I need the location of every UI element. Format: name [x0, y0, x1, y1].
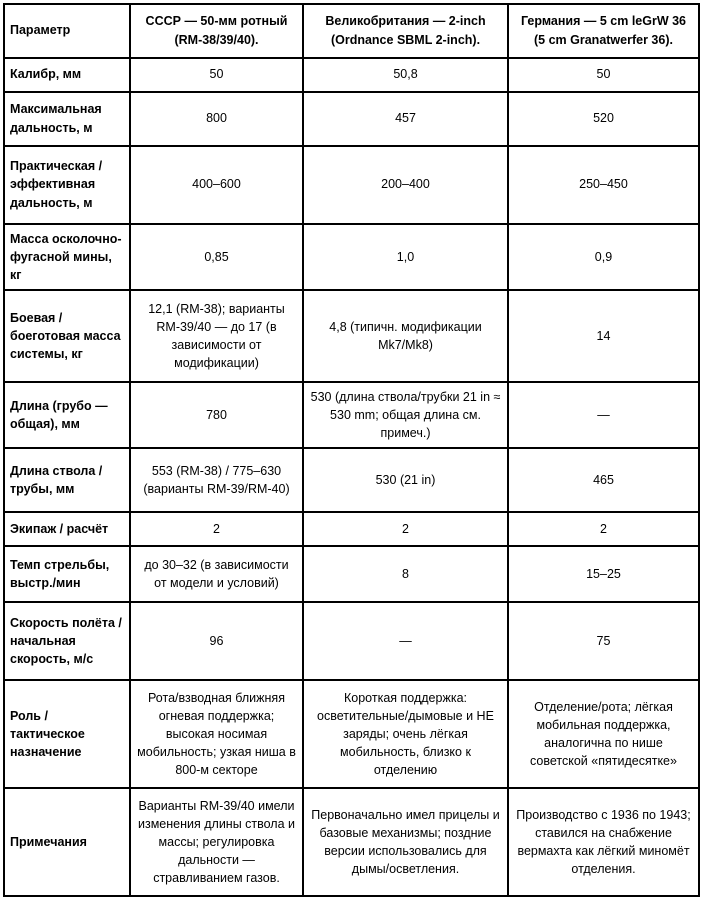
cell-barrel-length-ger: 465 — [508, 448, 699, 512]
table-row — [4, 512, 699, 546]
cell-notes-ger: Производство с 1936 по 1943; ставился на снабжение вермахта как лёгкий миномёт отделения. — [508, 788, 699, 896]
table-row — [4, 382, 699, 448]
cell-barrel-length-ussr: 553 (RM-38) / 775–630 (варианты RM-39/RM-40) — [130, 448, 303, 512]
column-header-param-line-1: Параметр — [10, 23, 71, 38]
row-header-role: Роль / тактическое назначение — [4, 680, 130, 788]
table-header-row — [4, 4, 699, 58]
table-row — [4, 290, 699, 382]
table-row — [4, 680, 699, 788]
column-header-uk — [303, 4, 508, 58]
column-header-ger-line-1: Германия — 5 cm leGrW 36 — [520, 14, 687, 28]
cell-system-mass-ger: 14 — [508, 290, 699, 382]
cell-overall-length-uk: 530 (длина ствола/трубки 21 in ≈ 530 mm; общая длина см. примеч.) — [303, 382, 508, 448]
row-header-system-mass: Боевая / боеготовая масса системы, кг — [4, 290, 130, 382]
row-header-notes: Примечания — [4, 788, 130, 896]
table-row — [4, 58, 699, 92]
cell-kalibr-uk: 50,8 — [303, 58, 508, 92]
cell-shell-mass-ussr: 0,85 — [130, 224, 303, 290]
cell-rate-of-fire-ussr: до 30–32 (в зависимости от модели и условий) — [130, 546, 303, 602]
cell-shell-mass-ger: 0,9 — [508, 224, 699, 290]
row-header-crew: Экипаж / расчёт — [4, 512, 130, 546]
row-header-max-range: Максимальная дальность, м — [4, 92, 130, 146]
cell-muzzle-velocity-ger: 75 — [508, 602, 699, 680]
cell-kalibr-ger: 50 — [508, 58, 699, 92]
cell-max-range-ger: 520 — [508, 92, 699, 146]
column-header-uk-line-1: Великобритания — 2-inch — [325, 14, 486, 28]
cell-eff-range-ussr: 400–600 — [130, 146, 303, 224]
comparison-table — [3, 3, 700, 897]
table-row — [4, 602, 699, 680]
cell-role-ger: Отделение/рота; лёгкая мобильная поддержка, аналогична по нише советской «пятидесятке» — [508, 680, 699, 788]
cell-crew-uk: 2 — [303, 512, 508, 546]
row-header-muzzle-velocity: Скорость полёта / начальная скорость, м/с — [4, 602, 130, 680]
table-row — [4, 92, 699, 146]
table-row — [4, 448, 699, 512]
table-row — [4, 146, 699, 224]
row-header-eff-range: Практическая / эффективная дальность, м — [4, 146, 130, 224]
cell-eff-range-ger: 250–450 — [508, 146, 699, 224]
cell-max-range-ussr: 800 — [130, 92, 303, 146]
table-body — [4, 58, 699, 897]
cell-rate-of-fire-uk: 8 — [303, 546, 508, 602]
row-header-overall-length: Длина (грубо — общая), мм — [4, 382, 130, 448]
row-header-kalibr: Калибр, мм — [4, 58, 130, 92]
cell-rate-of-fire-ger: 15–25 — [508, 546, 699, 602]
row-header-barrel-length: Длина ствола / трубы, мм — [4, 448, 130, 512]
table-row — [4, 788, 699, 896]
cell-muzzle-velocity-ussr: 96 — [130, 602, 303, 680]
column-header-uk-line-2: (Ordnance SBML 2-inch). — [330, 32, 481, 47]
cell-shell-mass-uk: 1,0 — [303, 224, 508, 290]
column-header-ger-line-2: (5 cm Granatwerfer 36). — [534, 32, 673, 47]
cell-system-mass-ussr: 12,1 (RM-38); варианты RM-39/40 — до 17 (в зависимости от модификации) — [130, 290, 303, 382]
cell-crew-ger: 2 — [508, 512, 699, 546]
table-row — [4, 224, 699, 290]
cell-role-uk: Короткая поддержка: осветительные/дымовые и НЕ заряды; очень лёгкая мобильность, близко к отделению — [303, 680, 508, 788]
table-row — [4, 546, 699, 602]
cell-barrel-length-uk: 530 (21 in) — [303, 448, 508, 512]
cell-overall-length-ussr: 780 — [130, 382, 303, 448]
cell-notes-ussr: Варианты RM-39/40 имели изменения длины ствола и массы; регулировка дальности — стравливанием газов. — [130, 788, 303, 896]
row-header-shell-mass: Масса осколочно-фугасной мины, кг — [4, 224, 130, 290]
column-header-ussr — [130, 4, 303, 58]
cell-role-ussr: Рота/взводная ближняя огневая поддержка; высокая носимая мобильность; узкая ниша в 800-м секторе — [130, 680, 303, 788]
cell-notes-uk: Первоначально имел прицелы и базовые механизмы; поздние версии использовались для дымы/осветления. — [303, 788, 508, 896]
cell-eff-range-uk: 200–400 — [303, 146, 508, 224]
column-header-ussr-line-2: (RM-38/39/40). — [174, 32, 259, 47]
cell-muzzle-velocity-uk: — — [303, 602, 508, 680]
column-header-param — [4, 4, 130, 58]
cell-max-range-uk: 457 — [303, 92, 508, 146]
row-header-rate-of-fire: Темп стрельбы, выстр./мин — [4, 546, 130, 602]
cell-overall-length-ger: — — [508, 382, 699, 448]
cell-kalibr-ussr: 50 — [130, 58, 303, 92]
cell-crew-ussr: 2 — [130, 512, 303, 546]
column-header-ger — [508, 4, 699, 58]
table-header — [4, 4, 699, 58]
cell-system-mass-uk: 4,8 (типичн. модификации Mk7/Mk8) — [303, 290, 508, 382]
column-header-ussr-line-1: СССР — 50-мм ротный — [145, 14, 288, 28]
